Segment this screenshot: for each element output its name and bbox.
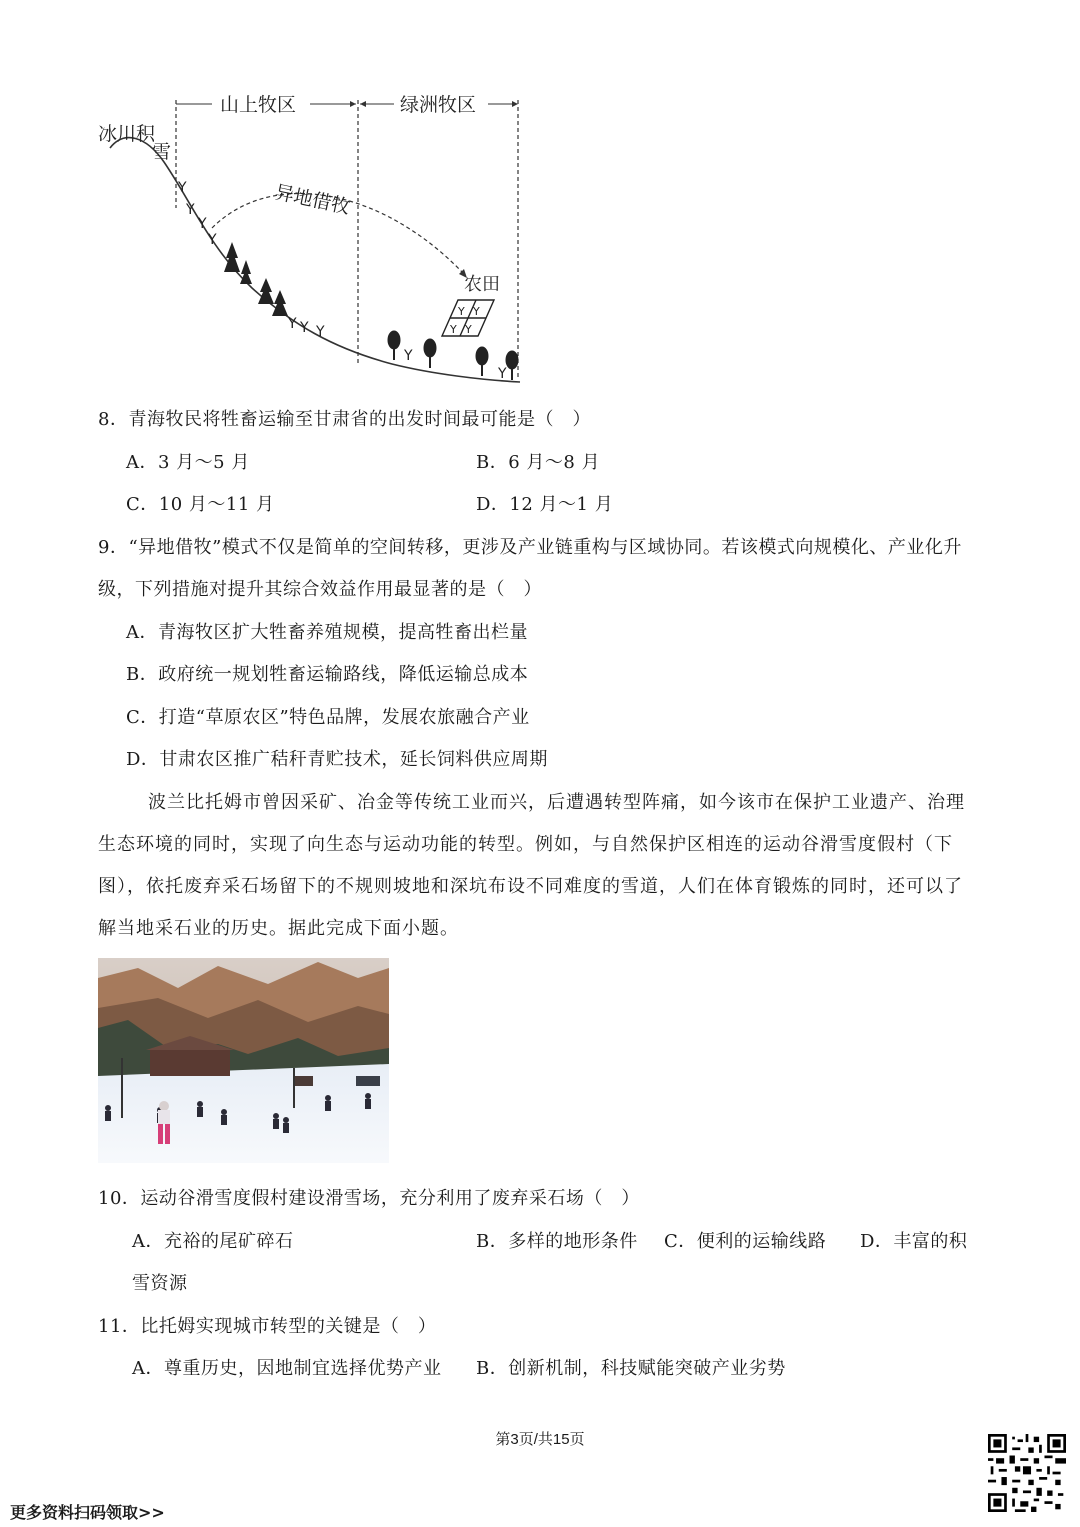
svg-text:Y: Y	[198, 216, 207, 232]
svg-text:Y: Y	[473, 305, 480, 318]
q10-option-b: B．多样的地形条件	[476, 1231, 638, 1252]
question-8-stem: 8．青海牧民将牲畜运输至甘肃省的出发时间最可能是（ ）	[98, 409, 591, 430]
page-number: 第3页/共15页	[495, 1431, 585, 1448]
svg-text:Y: Y	[465, 323, 472, 336]
q8-option-b: B．6 月～8 月	[476, 452, 601, 473]
oasis-pasture-label: 绿洲牧区	[400, 94, 477, 116]
passage-line-2: 生态环境的同时，实现了向生态与运动功能的转型。例如，与自然保护区相连的运动谷滑雪度假村（下	[98, 834, 953, 855]
svg-text:Y: Y	[316, 324, 325, 340]
svg-text:Y: Y	[300, 320, 309, 336]
ski-resort-photo	[98, 958, 389, 1163]
q10-option-a: A．充裕的尾矿碎石	[132, 1231, 294, 1252]
svg-text:Y: Y	[288, 316, 297, 332]
passage-line-3: 图），依托废弃采石场留下的不规则坡地和深坑布设不同难度的雪道，人们在体育锻炼的同时，还可以了	[98, 876, 963, 897]
snow-label: 雪	[152, 141, 172, 163]
q8-option-c: C．10 月～11 月	[126, 494, 275, 515]
q9-option-c: C．打造“草原农区”特色品牌，发展农旅融合产业	[126, 707, 530, 728]
q9-option-d: D．甘肃农区推广秸秆青贮技术，延长饲料供应周期	[126, 749, 548, 770]
conifer-icons	[224, 242, 288, 316]
svg-text:Y: Y	[458, 305, 465, 318]
passage-line-1: 波兰比托姆市曾因采矿、冶金等传统工业而兴，后遭遇转型阵痛，如今该市在保护工业遗产、治理	[148, 792, 965, 813]
question-11-stem: 11．比托姆实现城市转型的关键是（ ）	[98, 1316, 437, 1337]
q11-option-a: A．尊重历史，因地制宜选择优势产业	[132, 1358, 442, 1379]
q10-option-d-wrap: 雪资源	[132, 1273, 188, 1294]
q9-option-a: A．青海牧区扩大牲畜养殖规模，提高牲畜出栏量	[126, 622, 528, 643]
q10-option-d: D．丰富的积	[860, 1231, 968, 1252]
farmland-label: 农田	[464, 274, 500, 295]
passage-line-4: 解当地采石业的历史。据此完成下面小题。	[98, 918, 459, 939]
q8-option-a: A．3 月～5 月	[126, 452, 250, 473]
grazing-diagram	[92, 88, 532, 388]
glacier-label: 冰川积	[98, 123, 156, 145]
svg-text:Y: Y	[178, 180, 187, 196]
question-9-stem-line2: 级，下列措施对提升其综合效益作用最显著的是（ ）	[98, 579, 542, 600]
svg-text:Y: Y	[404, 348, 413, 364]
svg-text:Y: Y	[208, 232, 217, 248]
more-resources-link[interactable]: 更多资料扫码领取>>	[10, 1503, 165, 1522]
svg-text:Y: Y	[186, 202, 195, 218]
qr-code-icon[interactable]	[988, 1434, 1066, 1512]
question-9-stem-line1: 9．“异地借牧”模式不仅是简单的空间转移，更涉及产业链重构与区域协同。若该模式向规模化、产业化升	[98, 537, 962, 558]
q9-option-b: B．政府统一规划牲畜运输路线，降低运输总成本	[126, 664, 529, 685]
q11-option-b: B．创新机制，科技赋能突破产业劣势	[476, 1358, 786, 1379]
svg-text:Y: Y	[498, 366, 507, 382]
q8-option-d: D．12 月～1 月	[476, 494, 614, 515]
q10-option-c: C．便利的运输线路	[664, 1231, 827, 1252]
migration-label: 异地借牧	[272, 181, 352, 219]
mountain-pasture-label: 山上牧区	[220, 94, 297, 116]
farmland-icon	[442, 300, 494, 336]
svg-text:Y: Y	[450, 323, 457, 336]
question-10-stem: 10．运动谷滑雪度假村建设滑雪场，充分利用了废弃采石场（ ）	[98, 1188, 640, 1209]
